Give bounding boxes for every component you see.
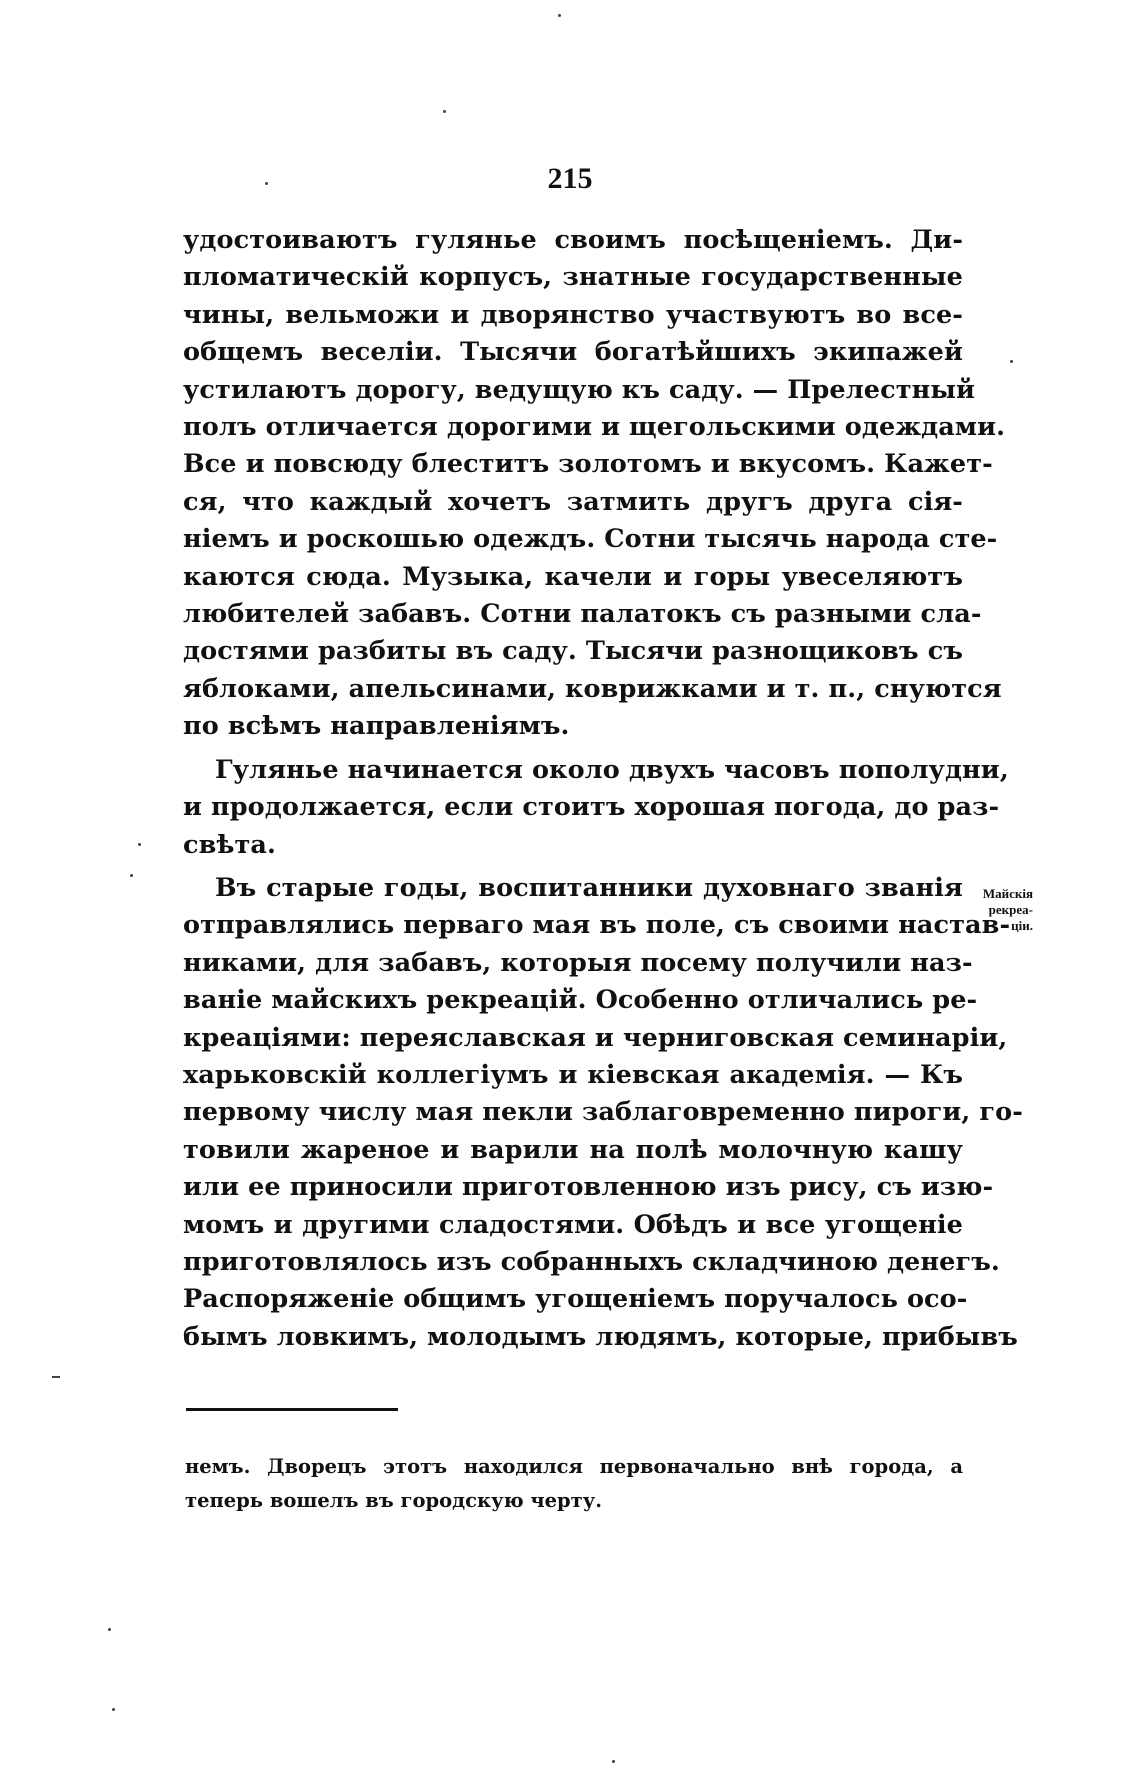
scan-speck	[138, 843, 141, 846]
marginal-note-line: рекреа-	[988, 902, 1033, 917]
text-line: ваніе майскихъ рекреацій. Особенно отличались ре-	[183, 985, 978, 1016]
text-line: полъ отличается дорогими и щегольскими одеждами.	[183, 412, 1006, 443]
footnote-line: немъ. Дворецъ этотъ находился первоначально внѣ города, а	[185, 1455, 963, 1478]
scan-speck	[443, 110, 446, 113]
text-line: и продолжается, если стоитъ хорошая погода, до раз-	[183, 792, 1000, 823]
text-line: устилаютъ дорогу, ведущую къ саду. — Прелестный	[183, 374, 976, 405]
text-line: Все и повсюду блеститъ золотомъ и вкусомъ. Кажет-	[183, 449, 993, 480]
scan-speck	[558, 14, 561, 17]
text-line: достями разбиты въ саду. Тысячи разнощиковъ съ	[183, 636, 963, 667]
page-number: 215	[547, 162, 593, 195]
text-line: товили жареное и варили на полѣ молочную кашу	[183, 1134, 963, 1165]
scan-speck	[52, 1376, 60, 1378]
marginal-note-line: Майскія	[982, 886, 1033, 901]
scan-speck	[1010, 360, 1013, 363]
text-line: Въ старые годы, воспитанники духовнаго званія	[215, 872, 963, 903]
scan-speck	[130, 874, 133, 877]
text-line: или ее приносили приготовленною изъ рису, съ изю-	[183, 1172, 994, 1203]
text-line: харьковскій коллегіумъ и кіевская академія. — Къ	[183, 1059, 963, 1090]
text-line: ся, что каждый хочетъ затмить другъ друга сія-	[183, 486, 963, 517]
text-line: любителей забавъ. Сотни палатокъ съ разными сла-	[183, 599, 982, 630]
text-line: Распоряженіе общимъ угощеніемъ поручалось осо-	[183, 1284, 968, 1315]
footnote-line: теперь вошелъ въ городскую черту.	[185, 1489, 603, 1512]
text-line: никами, для забавъ, которыя посему получили наз-	[183, 947, 973, 978]
scan-speck	[108, 1628, 111, 1631]
text-line: пломатическій корпусъ, знатные государственные	[183, 262, 963, 293]
text-line: креаціями: переяславская и черниговская семинаріи,	[183, 1022, 1008, 1053]
text-line: чины, вельможи и дворянство участвуютъ во все-	[183, 299, 963, 330]
paragraph-1	[183, 222, 1006, 746]
footnote	[185, 1450, 963, 1518]
text-line: приготовлялось изъ собранныхъ складчиною денегъ.	[183, 1246, 1000, 1277]
text-line: каются сюда. Музыка, качели и горы увеселяютъ	[183, 561, 963, 592]
text-line: ніемъ и роскошью одеждъ. Сотни тысячь народа сте-	[183, 524, 998, 555]
text-line: бымъ ловкимъ, молодымъ людямъ, которые, прибывъ	[183, 1321, 1018, 1352]
marginal-note-line: ціи.	[1011, 918, 1033, 933]
text-line: по всѣмъ направленіямъ.	[183, 711, 570, 742]
scan-speck	[265, 182, 268, 185]
text-line: удостоиваютъ гулянье своимъ посѣщеніемъ. Ди-	[183, 225, 963, 255]
text-line: первому числу мая пекли заблаговременно пироги, го-	[183, 1097, 1023, 1128]
text-line: Гулянье начинается около двухъ часовъ пополудни,	[215, 754, 1009, 785]
footnote-rule	[186, 1408, 398, 1411]
scan-speck	[612, 1760, 615, 1763]
text-line: общемъ веселіи. Тысячи богатѣйшихъ экипажей	[183, 337, 963, 368]
text-line: отправлялись перваго мая въ поле, съ своими настав-	[183, 910, 1011, 941]
scan-speck	[112, 1708, 115, 1711]
paragraph-2	[183, 752, 1009, 864]
text-line: яблоками, апельсинами, коврижками и т. п., снуются	[183, 673, 1002, 704]
marginal-note	[965, 886, 1033, 934]
text-line: свѣта.	[183, 829, 276, 860]
text-line: момъ и другими сладостями. Обѣдъ и все угощеніе	[183, 1209, 963, 1240]
